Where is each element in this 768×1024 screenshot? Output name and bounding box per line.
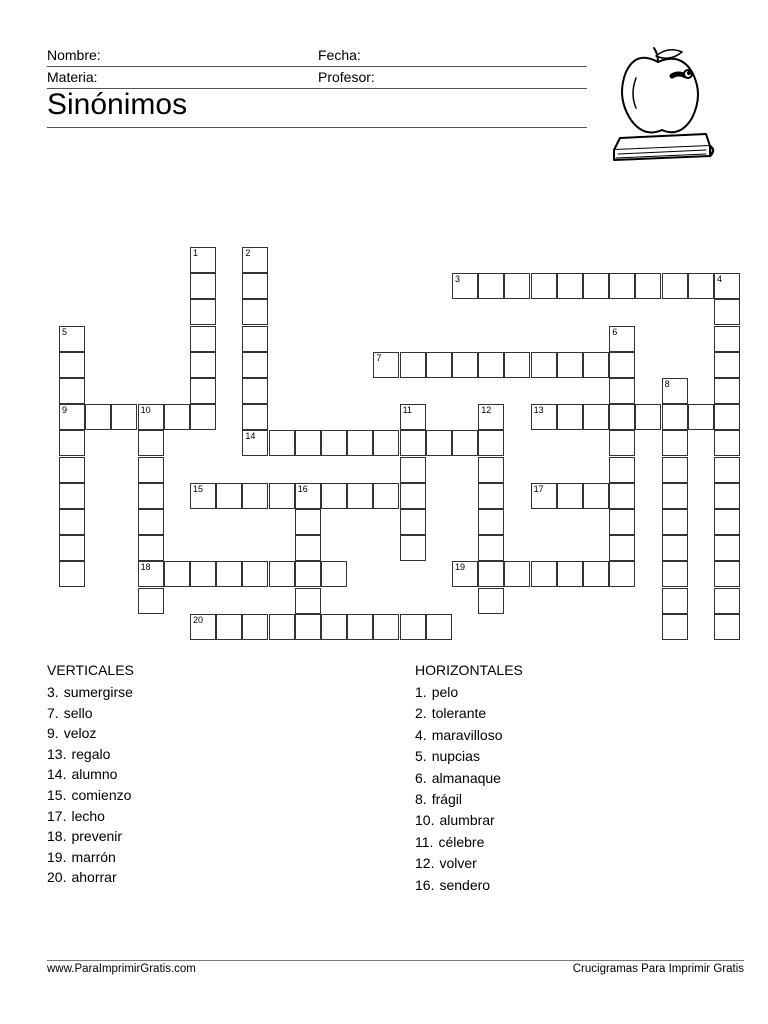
- crossword-cell[interactable]: [295, 614, 321, 640]
- crossword-cell[interactable]: [190, 483, 216, 509]
- crossword-cell[interactable]: [609, 483, 635, 509]
- horizontal-clue: [415, 789, 503, 810]
- crossword-cell[interactable]: [295, 535, 321, 561]
- crossword-cell[interactable]: [714, 273, 740, 299]
- clue-number: 12.: [415, 855, 435, 872]
- horizontal-clue-list: [415, 682, 503, 896]
- cell-number: 9: [62, 405, 68, 416]
- cell-number: 10: [140, 405, 151, 416]
- crossword-cell[interactable]: [321, 430, 347, 456]
- crossword-cell[interactable]: [609, 457, 635, 483]
- crossword-cell[interactable]: [242, 404, 268, 430]
- crossword-cell[interactable]: [609, 430, 635, 456]
- crossword-cell[interactable]: [662, 614, 688, 640]
- crossword-cell[interactable]: [295, 588, 321, 614]
- vertical-clue: [47, 723, 133, 744]
- cell-number: 16: [297, 483, 308, 494]
- crossword-cell[interactable]: [714, 561, 740, 587]
- crossword-cell[interactable]: [190, 378, 216, 404]
- crossword-cell[interactable]: [59, 535, 85, 561]
- crossword-cell[interactable]: [478, 561, 504, 587]
- crossword-cell[interactable]: [426, 614, 452, 640]
- crossword-cell[interactable]: [714, 430, 740, 456]
- cell-number: 6: [612, 326, 618, 337]
- cell-number: 19: [455, 562, 466, 573]
- cell-number: 15: [193, 483, 204, 494]
- vertical-clue: [47, 847, 133, 868]
- crossword-cell[interactable]: [216, 561, 242, 587]
- crossword-cell[interactable]: [138, 457, 164, 483]
- crossword-cell[interactable]: [478, 588, 504, 614]
- crossword-cell[interactable]: [662, 588, 688, 614]
- crossword-cell[interactable]: [190, 561, 216, 587]
- crossword-cell[interactable]: [59, 509, 85, 535]
- cell-number: 1: [193, 248, 199, 258]
- clue-text: comienzo: [71, 786, 132, 803]
- crossword-cell[interactable]: [478, 457, 504, 483]
- crossword-cell[interactable]: [531, 561, 557, 587]
- crossword-cell[interactable]: [583, 273, 609, 299]
- crossword-cell[interactable]: [190, 614, 216, 640]
- crossword-cell[interactable]: [452, 561, 478, 587]
- vertical-clue: [47, 703, 133, 724]
- clue-number: 16.: [415, 876, 435, 893]
- crossword-cell[interactable]: [164, 404, 190, 430]
- clue-number: 4.: [415, 726, 427, 743]
- crossword-cell[interactable]: [400, 404, 426, 430]
- clue-text: lecho: [71, 807, 105, 824]
- crossword-cell[interactable]: [531, 483, 557, 509]
- crossword-cell[interactable]: [373, 614, 399, 640]
- horizontal-clue: [415, 810, 503, 831]
- crossword-cell[interactable]: [59, 404, 85, 430]
- crossword-cell[interactable]: [400, 457, 426, 483]
- crossword-cell[interactable]: [59, 430, 85, 456]
- clue-text: prevenir: [71, 828, 123, 845]
- crossword-cell[interactable]: [531, 273, 557, 299]
- clue-text: sumergirse: [63, 684, 133, 700]
- crossword-cell[interactable]: [242, 247, 268, 273]
- crossword-cell[interactable]: [688, 273, 714, 299]
- clue-number: 9.: [47, 725, 59, 742]
- crossword-cell[interactable]: [321, 483, 347, 509]
- horizontal-heading: HORIZONTALES: [415, 662, 523, 678]
- crossword-cell[interactable]: [59, 378, 85, 404]
- clue-text: marrón: [71, 848, 116, 865]
- clue-number: 5.: [415, 748, 427, 765]
- crossword-cell[interactable]: [164, 561, 190, 587]
- vertical-heading: VERTICALES: [47, 662, 134, 678]
- crossword-cell[interactable]: [59, 483, 85, 509]
- clue-text: regalo: [71, 745, 111, 762]
- cell-number: 14: [245, 431, 256, 442]
- crossword-cell[interactable]: [557, 352, 583, 378]
- profesor-label: Profesor:: [318, 69, 375, 85]
- crossword-cell[interactable]: [714, 509, 740, 535]
- nombre-label: Nombre:: [47, 47, 101, 63]
- crossword-cell[interactable]: [242, 352, 268, 378]
- crossword-cell[interactable]: [400, 483, 426, 509]
- clue-text: ahorrar: [71, 869, 117, 886]
- crossword-cell[interactable]: [347, 430, 373, 456]
- crossword-cell[interactable]: [609, 561, 635, 587]
- crossword-cell[interactable]: [478, 352, 504, 378]
- crossword-cell[interactable]: [138, 588, 164, 614]
- cell-number: 17: [533, 483, 544, 494]
- footer-rule: [47, 960, 744, 961]
- crossword-cell[interactable]: [662, 535, 688, 561]
- clue-number: 18.: [47, 828, 67, 845]
- clue-text: sendero: [439, 876, 491, 893]
- fecha-label: Fecha:: [318, 47, 361, 63]
- crossword-cell[interactable]: [714, 404, 740, 430]
- crossword-cell[interactable]: [321, 614, 347, 640]
- crossword-cell[interactable]: [85, 404, 111, 430]
- cell-number: 3: [455, 274, 461, 285]
- crossword-cell[interactable]: [662, 561, 688, 587]
- crossword-cell[interactable]: [688, 404, 714, 430]
- vertical-clue-list: [47, 682, 133, 888]
- clue-number: 15.: [47, 786, 67, 803]
- vertical-clue: [47, 806, 133, 827]
- crossword-cell[interactable]: [504, 352, 530, 378]
- crossword-cell[interactable]: [662, 404, 688, 430]
- crossword-cell[interactable]: [714, 614, 740, 640]
- crossword-cell[interactable]: [321, 561, 347, 587]
- clue-text: alumbrar: [439, 812, 495, 829]
- crossword-cell[interactable]: [190, 273, 216, 299]
- horizontal-clue: [415, 875, 503, 896]
- vertical-clue: [47, 764, 133, 785]
- cell-number: 13: [533, 405, 544, 416]
- crossword-cell[interactable]: [609, 509, 635, 535]
- crossword-cell[interactable]: [662, 509, 688, 535]
- clue-number: 3.: [47, 684, 59, 700]
- crossword-cell[interactable]: [59, 457, 85, 483]
- crossword-cell[interactable]: [190, 247, 216, 273]
- footer-tagline: Crucigramas Para Imprimir Gratis: [572, 963, 744, 975]
- crossword-cell[interactable]: [59, 561, 85, 587]
- crossword-cell[interactable]: [662, 273, 688, 299]
- crossword-cell[interactable]: [190, 299, 216, 325]
- crossword-cell[interactable]: [111, 404, 137, 430]
- crossword-cell[interactable]: [426, 430, 452, 456]
- crossword-cell[interactable]: [504, 561, 530, 587]
- crossword-cell[interactable]: [531, 352, 557, 378]
- crossword-cell[interactable]: [557, 404, 583, 430]
- materia-label: Materia:: [47, 69, 98, 85]
- crossword-cell[interactable]: [242, 483, 268, 509]
- clue-number: 14.: [47, 766, 67, 783]
- clue-text: almanaque: [431, 769, 501, 786]
- horizontal-clue: [415, 853, 503, 874]
- crossword-cell[interactable]: [295, 430, 321, 456]
- crossword-cell[interactable]: [138, 483, 164, 509]
- clue-text: maravilloso: [431, 726, 503, 743]
- crossword-cell[interactable]: [662, 457, 688, 483]
- crossword-cell[interactable]: [478, 535, 504, 561]
- clue-number: 11.: [415, 833, 434, 850]
- crossword-cell[interactable]: [714, 535, 740, 561]
- vertical-clue: [47, 826, 133, 847]
- crossword-cell[interactable]: [478, 404, 504, 430]
- crossword-cell[interactable]: [138, 535, 164, 561]
- crossword-cell[interactable]: [269, 430, 295, 456]
- crossword-cell[interactable]: [714, 299, 740, 325]
- crossword-cell[interactable]: [478, 509, 504, 535]
- crossword-cell[interactable]: [400, 509, 426, 535]
- crossword-cell[interactable]: [138, 404, 164, 430]
- horizontal-clue: [415, 832, 503, 853]
- crossword-cell[interactable]: [557, 483, 583, 509]
- crossword-cell[interactable]: [609, 404, 635, 430]
- crossword-cell[interactable]: [426, 352, 452, 378]
- clue-text: nupcias: [431, 748, 480, 765]
- crossword-cell[interactable]: [295, 509, 321, 535]
- horizontal-clue: [415, 682, 503, 703]
- clue-text: pelo: [431, 684, 459, 700]
- vertical-clue: [47, 785, 133, 806]
- footer-website[interactable]: www.ParaImprimirGratis.com: [47, 963, 196, 975]
- crossword-cell[interactable]: [635, 273, 661, 299]
- clue-number: 6.: [415, 769, 427, 786]
- cell-number: 5: [62, 326, 68, 337]
- cell-number: 4: [717, 274, 723, 285]
- crossword-cell[interactable]: [242, 326, 268, 352]
- crossword-cell[interactable]: [216, 614, 242, 640]
- horizontal-clue: [415, 703, 503, 724]
- crossword-cell[interactable]: [242, 299, 268, 325]
- crossword-cell[interactable]: [714, 326, 740, 352]
- crossword-cell[interactable]: [452, 430, 478, 456]
- horizontal-clue: [415, 768, 503, 789]
- crossword-cell[interactable]: [295, 561, 321, 587]
- clue-text: volver: [439, 855, 477, 872]
- horizontal-clue: [415, 725, 503, 746]
- crossword-cell[interactable]: [609, 352, 635, 378]
- crossword-cell[interactable]: [583, 561, 609, 587]
- crossword-cell[interactable]: [373, 483, 399, 509]
- cell-number: 18: [140, 562, 151, 573]
- clue-number: 17.: [47, 807, 67, 824]
- crossword-cell[interactable]: [400, 352, 426, 378]
- clue-text: frágil: [431, 791, 463, 808]
- crossword-cell[interactable]: [269, 483, 295, 509]
- crossword-cell[interactable]: [478, 430, 504, 456]
- crossword-cell[interactable]: [609, 378, 635, 404]
- clue-text: alumno: [71, 766, 118, 783]
- crossword-cell[interactable]: [269, 614, 295, 640]
- crossword-cell[interactable]: [400, 614, 426, 640]
- crossword-cell[interactable]: [373, 430, 399, 456]
- crossword-cell[interactable]: [452, 273, 478, 299]
- clue-number: 20.: [47, 869, 67, 886]
- crossword-cell[interactable]: [138, 430, 164, 456]
- clue-number: 19.: [47, 848, 67, 865]
- crossword-cell[interactable]: [504, 273, 530, 299]
- vertical-clue: [47, 867, 133, 888]
- clue-number: 10.: [415, 812, 435, 829]
- crossword-cell[interactable]: [347, 614, 373, 640]
- cell-number: 7: [376, 352, 382, 363]
- clue-text: tolerante: [431, 705, 487, 722]
- cell-number: 20: [193, 614, 204, 625]
- crossword-cell[interactable]: [557, 273, 583, 299]
- clue-text: veloz: [63, 725, 97, 742]
- vertical-clue: [47, 682, 133, 703]
- crossword-cell[interactable]: [662, 483, 688, 509]
- crossword-cell[interactable]: [478, 483, 504, 509]
- vertical-clue: [47, 744, 133, 765]
- cell-number: 2: [245, 248, 251, 258]
- crossword-cell[interactable]: [138, 509, 164, 535]
- crossword-cell[interactable]: [216, 483, 242, 509]
- page-title: Sinónimos: [47, 88, 188, 121]
- crossword-cell[interactable]: [478, 273, 504, 299]
- crossword-cell[interactable]: [400, 430, 426, 456]
- crossword-cell[interactable]: [714, 378, 740, 404]
- clue-number: 13.: [47, 745, 67, 762]
- crossword-cell[interactable]: [714, 457, 740, 483]
- clue-number: 1.: [415, 684, 427, 700]
- crossword-cell[interactable]: [609, 273, 635, 299]
- crossword-cell[interactable]: [242, 273, 268, 299]
- horizontal-clue: [415, 746, 503, 767]
- crossword-cell[interactable]: [609, 326, 635, 352]
- crossword-cell[interactable]: [583, 404, 609, 430]
- crossword-cell[interactable]: [531, 404, 557, 430]
- crossword-cell[interactable]: [59, 326, 85, 352]
- crossword-cell[interactable]: [583, 483, 609, 509]
- cell-number: 8: [664, 379, 670, 389]
- crossword-cell[interactable]: [242, 561, 268, 587]
- clue-number: 7.: [47, 704, 59, 721]
- clue-text: sello: [63, 704, 93, 721]
- clue-text: célebre: [438, 833, 485, 850]
- crossword-cell[interactable]: [347, 483, 373, 509]
- crossword-cell[interactable]: [295, 483, 321, 509]
- crossword-cell[interactable]: [190, 326, 216, 352]
- crossword-cell[interactable]: [635, 404, 661, 430]
- crossword-cell[interactable]: [373, 352, 399, 378]
- clue-number: 2.: [415, 705, 427, 722]
- crossword-cell[interactable]: [242, 378, 268, 404]
- crossword-cell[interactable]: [714, 588, 740, 614]
- crossword-cell[interactable]: [138, 561, 164, 587]
- crossword-cell[interactable]: [400, 535, 426, 561]
- crossword-cell[interactable]: [583, 352, 609, 378]
- crossword-cell[interactable]: [59, 352, 85, 378]
- clue-number: 8.: [415, 791, 427, 808]
- crossword-cell[interactable]: [662, 430, 688, 456]
- crossword-cell[interactable]: [190, 404, 216, 430]
- crossword-cell[interactable]: [714, 352, 740, 378]
- crossword-cell[interactable]: [662, 378, 688, 404]
- crossword-cell[interactable]: [714, 483, 740, 509]
- cell-number: 12: [481, 405, 492, 416]
- crossword-cell[interactable]: [190, 352, 216, 378]
- crossword-cell[interactable]: [557, 561, 583, 587]
- crossword-cell[interactable]: [269, 561, 295, 587]
- crossword-cell[interactable]: [242, 430, 268, 456]
- crossword-cell[interactable]: [452, 352, 478, 378]
- crossword-cell[interactable]: [609, 535, 635, 561]
- crossword-cell[interactable]: [242, 614, 268, 640]
- cell-number: 11: [402, 405, 412, 416]
